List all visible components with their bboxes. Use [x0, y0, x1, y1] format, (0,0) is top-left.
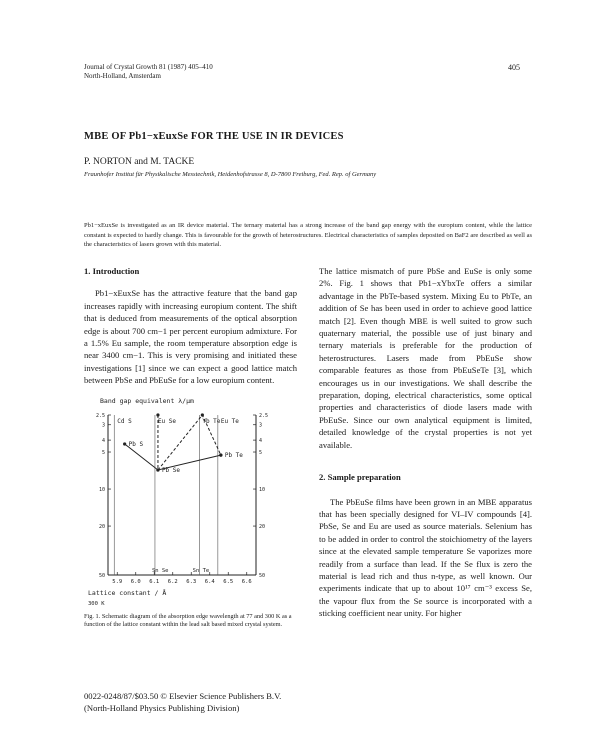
footer-line-1: 0022-0248/87/$03.50 © Elsevier Science Publishers B.V.	[84, 691, 282, 701]
compound-label-bottom: Sn Se	[151, 568, 169, 574]
article-affiliation: Fraunhofer Institut für Physikalische Messtechnik, Heidenhofstrasse 8, D-7800 Freiburg, Fed. Rep. of Germany	[84, 171, 377, 178]
compound-label-bottom: Sn Te	[192, 568, 210, 574]
page-number: 405	[508, 63, 520, 72]
right-tick-label: 10	[259, 487, 266, 494]
sample-heading: 2. Sample preparation	[319, 472, 401, 483]
x-tick-label: 5.9	[112, 579, 123, 585]
article-title: MBE OF Pb1−xEuxSe FOR THE USE IN IR DEVICES	[84, 131, 344, 142]
x-tick-label: 6.3	[186, 579, 197, 585]
article-authors: P. NORTON and M. TACKE	[84, 157, 195, 167]
right-tick-label: 2.5	[259, 413, 269, 419]
point-label: Pb Te	[224, 452, 243, 460]
right-tick-label: 3	[259, 422, 263, 429]
x-tick-label: 6.1	[149, 579, 160, 585]
journal-line-2: North-Holland, Amsterdam	[84, 72, 161, 80]
article-abstract: Pb1−xEuxSe is investigated as an IR device material. The ternary material has a strong increase of the band gap energy with the europium content, while the lattice constant is expected to hardly change. This is favourable for the growth of heterostructures. Electrical characteristics of samples deposited on BaF2 are described as well as the characteristics of lasers grown with this material.	[84, 222, 532, 248]
right-tick-label: 5	[259, 450, 263, 457]
intro-heading: 1. Introduction	[84, 266, 140, 276]
x-tick-label: 6.2	[167, 579, 178, 585]
journal-line-1: Journal of Crystal Growth 81 (1987) 405–410	[84, 63, 213, 71]
compound-label: Cd S	[117, 418, 132, 425]
chart-temperature-label: 300 K	[88, 601, 105, 607]
left-tick-label: 2.5	[95, 413, 105, 419]
x-tick-label: 6.5	[223, 579, 234, 585]
left-tick-label: 10	[98, 487, 105, 494]
right-tick-label: 4	[259, 438, 263, 445]
left-tick-label: 20	[98, 524, 105, 531]
chart-x-label: Lattice constant / Å	[88, 589, 167, 597]
left-tick-label: 4	[101, 438, 105, 445]
left-column	[84, 265, 297, 387]
chart-axes	[108, 415, 256, 575]
left-tick-label: 5	[101, 450, 105, 457]
x-tick-label: 6.4	[204, 579, 215, 585]
copyright-footer	[84, 690, 281, 714]
data-point	[201, 413, 204, 416]
intro-paragraph: Pb1−xEuxSe has the attractive feature that the band gap increases rapidly with increasing europium content. The shift that is deduced from measurements of the optical absorption edge is about 700 cm−1 per percent europium admixture. For a 1.5% Eu sample, the room temperature absorption edge is near 3400 cm−1. This is very promising and initiated these investigations [1] since we can expect a good lattice match between PbSe and PbEuSe for a low europium content.	[84, 288, 297, 386]
data-point	[123, 442, 126, 445]
chart-ticks	[96, 413, 268, 585]
chart-title: Band gap equivalent λ/μm	[100, 397, 194, 405]
data-point	[219, 454, 222, 457]
figure-caption: Fig. 1. Schematic diagram of the absorption edge wavelength at 77 and 300 K as a function of the lattice constant within the lead salt based mixed crystal system.	[84, 613, 292, 628]
compound-columns	[114, 415, 239, 575]
point-label: Pb S	[128, 440, 144, 448]
compound-label: Eu Te	[220, 418, 239, 425]
right-tick-label: 20	[259, 524, 266, 531]
figure-1-chart	[84, 395, 298, 610]
compound-label: Eu Se	[157, 418, 177, 425]
left-tick-label: 50	[98, 573, 105, 579]
right-tick-label: 50	[259, 573, 266, 579]
x-tick-label: 6.6	[241, 579, 252, 585]
compound-label: Yb Te	[202, 418, 221, 425]
journal-citation	[84, 63, 213, 81]
footer-line-2: (North-Holland Physics Publishing Division)	[84, 703, 240, 713]
point-label: Pb Se	[161, 466, 181, 474]
data-point	[156, 413, 159, 416]
left-tick-label: 3	[101, 422, 105, 429]
x-tick-label: 6.0	[130, 579, 141, 585]
sample-paragraph: The PbEuSe films have been grown in an MBE apparatus that has been specially designed for VI–IV compounds [4]. PbSe, Se and Eu are used as source materials. Selenium has to be added in order to control the stoichiometry of the layers since at the elevated sample temperature Se vaporizes more readily from a surface than lead. If the Se flux is zero the material is lead rich and thus n-type, as well known. Our experiments indicate that up to about 10¹⁷ cm⁻³ excess Se, the vapour flux from the Se source is incorporated with a sticking coefficient near unity. For higher	[319, 496, 532, 619]
data-point	[156, 468, 159, 471]
right-paragraph-1: The lattice mismatch of pure PbSe and EuSe is only some 2%. Fig. 1 shows that Pb1−xYbxTe offers a similar advantage in the PbTe-based system. Mixing Eu to PbTe, an addition of Se has been used in order to achieve good lattice match [2]. Even though MBE is well suited to grow such quaternary material, the possible use of just binary and ternary materials is preferable for the production of heterostructures. Lasers made from PbEuSe show comparable features as those from PbEuSeTe [3], which encourages us in our investigations. We shall describe the preparation, doping, electrical characteristics, some optical properties and characteristics of diode lasers made with PbEuSe. Since our own analytical equipment is limited, detailed knowledge of the crystal properties is not yet available.	[319, 266, 532, 450]
right-column	[319, 265, 532, 620]
